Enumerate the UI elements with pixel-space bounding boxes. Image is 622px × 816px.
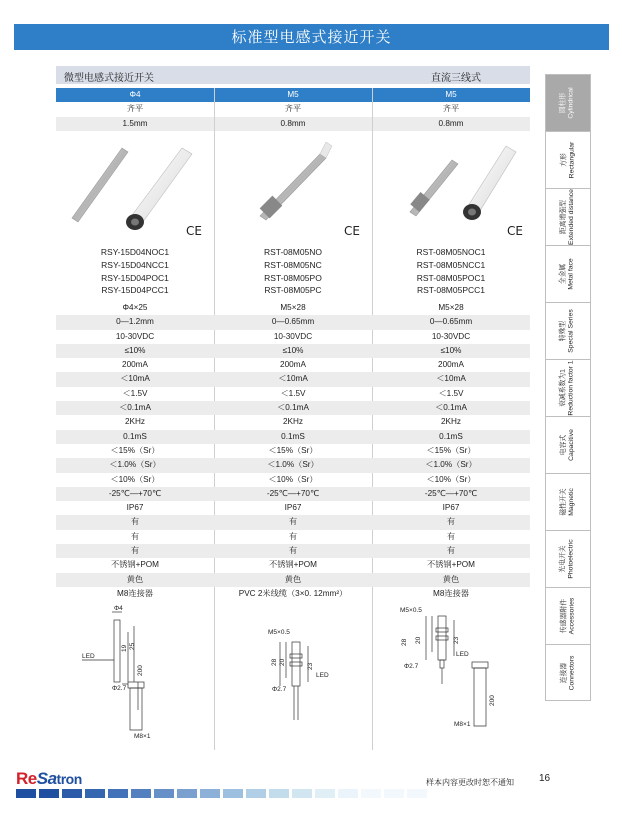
table-cell: 有: [446, 546, 456, 556]
table-cell: ＜0.1mA: [277, 403, 309, 413]
drawing-label: 20: [279, 658, 286, 666]
drawing-label: Φ4: [114, 605, 123, 612]
table-row: [56, 401, 530, 415]
page-number: 16: [539, 773, 551, 784]
tab-label-cn: 磁性开关: [560, 488, 567, 516]
table-row: [56, 415, 530, 429]
sub-header-right: 直流三线式: [431, 73, 481, 84]
dimension-drawing-rst-cable: [262, 602, 342, 722]
table-cell: -25℃—+70℃: [108, 488, 162, 498]
color-swatch: [16, 789, 36, 798]
dimension-drawing-rst-connector: [396, 602, 506, 742]
tab-label-cn: 全金属: [559, 263, 567, 285]
table-cell: 0.8mm: [280, 118, 306, 128]
table-row: [56, 558, 530, 572]
table-cell: ＜0.1mA: [119, 403, 151, 413]
drawing-label: 28: [271, 658, 278, 666]
drawing-label: 28: [401, 638, 408, 646]
color-swatch: [338, 789, 358, 798]
color-swatch: [200, 789, 220, 798]
table-cell: 黄色: [442, 574, 460, 584]
table-cell: ＜15%（Sr）: [110, 445, 160, 455]
table-cell: 200mA: [280, 360, 306, 370]
table-cell: ＜10%（Sr）: [268, 474, 318, 484]
product-photo-rsy: [62, 140, 202, 240]
color-swatch: [85, 789, 105, 798]
tab-label-en: Capacitive: [567, 429, 575, 461]
table-cell: Φ4×25: [122, 303, 148, 312]
table-cell: 齐平: [126, 104, 144, 114]
drawing-label: LED: [456, 651, 469, 658]
drawing-label: 200: [137, 665, 144, 676]
color-swatch: [39, 789, 59, 798]
table-cell: 10-30VDC: [273, 331, 313, 341]
tab-label-en: Reduction factor 1: [568, 360, 576, 416]
table-cell: PVC 2米线缆（3×0. 12mm²）: [238, 588, 348, 598]
tab-label-cn: 传感器附件: [559, 599, 567, 633]
table-cell: M5: [445, 90, 457, 99]
color-swatch: [154, 789, 174, 798]
table-cell: ＜10mA: [436, 374, 466, 384]
tab-rectangular[interactable]: [545, 131, 591, 189]
ce-mark: CE: [344, 224, 360, 238]
tab-label-cn: 衰减系数为1: [560, 369, 568, 407]
tab-reduction-factor-1[interactable]: [545, 359, 591, 417]
table-cell: 0—0.65mm: [271, 317, 315, 327]
table-cell: 不锈钢+POM: [269, 560, 317, 570]
table-cell: IP67: [126, 503, 144, 513]
model-name: RST-08M05PC: [264, 285, 322, 296]
resatron-logo: [16, 769, 82, 789]
tab-label-en: Special Series: [567, 309, 575, 353]
color-swatch: [62, 789, 82, 798]
tab-label-cn: 连接器: [559, 662, 567, 683]
model-name: RSY-15D04NCC1: [101, 259, 169, 270]
color-swatch: [315, 789, 335, 798]
table-row: [56, 330, 530, 344]
table-row: [56, 587, 530, 601]
table-cell: IP67: [284, 503, 302, 513]
drawing-label: 200: [489, 695, 496, 706]
drawing-label: 25: [129, 642, 136, 650]
table-cell: ＜1.5V: [438, 388, 464, 398]
logo-part: Sa: [36, 769, 57, 788]
tab-extended-distance[interactable]: [545, 188, 591, 246]
sub-header: [56, 66, 530, 84]
table-row: [56, 501, 530, 515]
column-divider: [372, 600, 373, 750]
model-name: RST-08M05POC1: [416, 272, 486, 283]
tab-cylindrical[interactable]: [545, 74, 591, 132]
drawing-label: Φ2.7: [272, 686, 287, 693]
table-cell: ＜1.0%（Sr）: [425, 460, 477, 470]
table-cell: M5×28: [280, 303, 306, 312]
model-list: [56, 246, 214, 297]
product-photo-rst-connector: [382, 140, 522, 240]
table-row: [56, 301, 530, 315]
table-cell: M8连接器: [117, 588, 153, 598]
table-cell: 1.5mm: [122, 118, 148, 128]
tab-metal-face[interactable]: [545, 245, 591, 303]
spec-table-top: [56, 88, 530, 131]
table-cell: M5×28: [438, 303, 464, 312]
table-cell: 有: [446, 531, 456, 541]
tab-magnetic[interactable]: [545, 473, 591, 531]
table-cell: 有: [288, 517, 298, 527]
tab-label-cn: 距离增强型: [560, 200, 567, 234]
table-cell: ＜1.0%（Sr）: [267, 460, 319, 470]
tab-label-en: Cylindrical: [567, 87, 575, 119]
table-row: [56, 88, 530, 102]
table-cell: 有: [130, 546, 140, 556]
table-cell: ≤10%: [440, 345, 462, 355]
tab-label-en: Connectors: [567, 655, 575, 690]
tab-capacitive[interactable]: [545, 416, 591, 474]
drawing-label: M8×1: [454, 721, 471, 728]
color-swatch: [292, 789, 312, 798]
tab-accessories[interactable]: [545, 587, 591, 645]
tab-label-en: Photoelectric: [567, 539, 575, 579]
drawing-label: LED: [82, 653, 95, 660]
model-name: RST-08M05PO: [264, 272, 322, 283]
color-swatch: [384, 789, 404, 798]
table-cell: ＜15%（Sr）: [268, 445, 318, 455]
sub-header-left: 微型电感式接近开关: [64, 73, 154, 84]
table-cell: ＜10mA: [278, 374, 308, 384]
drawing-label: M5×0.5: [268, 629, 290, 636]
drawing-label: 23: [307, 662, 314, 670]
table-cell: ＜10%（Sr）: [110, 474, 160, 484]
table-cell: M5: [287, 90, 299, 99]
table-cell: 不锈钢+POM: [427, 560, 475, 570]
table-cell: 2KHz: [282, 417, 304, 427]
drawing-label: 23: [453, 636, 460, 644]
table-cell: 2KHz: [124, 417, 146, 427]
spec-table: [56, 301, 530, 601]
table-cell: 0—1.2mm: [116, 317, 154, 327]
model-list: [214, 246, 372, 297]
table-row: [56, 487, 530, 501]
drawing-label: Φ2.7: [404, 663, 419, 670]
footer-note: 样本内容更改时恕不通知: [426, 778, 514, 787]
tab-label-en: Extended distance: [568, 189, 575, 245]
table-cell: 0.1mS: [281, 431, 305, 441]
model-name: RST-08M05NO: [263, 247, 323, 257]
tab-label-en: Metal face: [567, 258, 575, 290]
ce-mark: CE: [186, 224, 202, 238]
table-cell: 有: [446, 517, 456, 527]
color-swatch: [407, 789, 427, 798]
tab-label-cn: 圆柱形: [559, 92, 567, 114]
table-cell: ＜1.5V: [280, 388, 306, 398]
table-cell: 有: [130, 531, 140, 541]
tab-label-cn: 方形: [560, 153, 567, 167]
tab-connectors[interactable]: [545, 644, 591, 701]
table-cell: ≤10%: [124, 345, 146, 355]
table-cell: ＜10mA: [120, 374, 150, 384]
table-cell: 齐平: [284, 104, 302, 114]
page-title: 标准型电感式接近开关: [14, 24, 609, 50]
drawing-label: M8×1: [134, 733, 151, 740]
logo-part: tron: [56, 771, 82, 787]
table-row: [56, 387, 530, 401]
model-name: RST-08M05NC: [264, 259, 322, 270]
table-row: [56, 315, 530, 329]
model-name: RST-08M05NOC1: [416, 247, 486, 257]
logo-part: Re: [16, 769, 37, 788]
table-cell: M8连接器: [433, 588, 469, 598]
table-cell: 0—0.65mm: [429, 317, 473, 327]
table-row: [56, 473, 530, 487]
tab-label-cn: 光电开关: [559, 545, 567, 573]
table-cell: 黄色: [126, 574, 144, 584]
tab-label-cn: 电容式: [559, 434, 567, 456]
table-cell: 齐平: [442, 104, 460, 114]
table-cell: 不锈钢+POM: [111, 560, 159, 570]
color-swatch: [131, 789, 151, 798]
table-row: [56, 117, 530, 131]
table-cell: 黄色: [284, 574, 302, 584]
table-cell: 0.1mS: [123, 431, 147, 441]
tab-label-en: Rectangular: [568, 141, 575, 179]
drawing-label: 20: [415, 636, 422, 644]
drawing-label: 19: [121, 644, 128, 652]
product-photo-rst-cable: [222, 140, 362, 240]
table-row: [56, 573, 530, 587]
table-cell: 有: [288, 531, 298, 541]
table-cell: ＜10%（Sr）: [426, 474, 476, 484]
table-cell: IP67: [442, 503, 460, 513]
table-cell: ＜15%（Sr）: [426, 445, 476, 455]
drawing-label: Φ2.7: [112, 685, 127, 692]
table-cell: 200mA: [122, 360, 148, 370]
table-row: [56, 344, 530, 358]
drawing-label: M5×0.5: [400, 607, 422, 614]
table-cell: ＜1.0%（Sr）: [109, 460, 161, 470]
ce-mark: CE: [507, 224, 523, 238]
table-cell: ＜1.5V: [122, 388, 148, 398]
table-cell: 0.8mm: [438, 118, 464, 128]
color-swatch: [108, 789, 128, 798]
table-cell: -25℃—+70℃: [266, 488, 320, 498]
table-cell: 10-30VDC: [431, 331, 471, 341]
table-cell: 有: [130, 517, 140, 527]
model-list: [372, 246, 530, 297]
table-cell: 10-30VDC: [115, 331, 155, 341]
table-row: [56, 444, 530, 458]
table-cell: ＜0.1mA: [435, 403, 467, 413]
tab-special-series[interactable]: [545, 302, 591, 360]
table-row: [56, 430, 530, 444]
color-swatch: [361, 789, 381, 798]
column-divider: [214, 600, 215, 750]
table-cell: ≤10%: [282, 345, 304, 355]
table-row: [56, 530, 530, 544]
color-swatch: [223, 789, 243, 798]
color-swatch: [269, 789, 289, 798]
table-cell: 2KHz: [440, 417, 462, 427]
model-name: RST-08M05NCC1: [416, 259, 486, 270]
table-row: [56, 372, 530, 386]
table-row: [56, 458, 530, 472]
table-cell: Φ4: [129, 90, 141, 99]
table-cell: 0.1mS: [439, 431, 463, 441]
tab-label-en: Accessories: [567, 597, 575, 635]
dimension-drawing-rsy: [74, 602, 184, 742]
table-row: [56, 102, 530, 116]
table-cell: 有: [288, 546, 298, 556]
color-swatch: [246, 789, 266, 798]
tab-photoelectric[interactable]: [545, 530, 591, 588]
model-name: RST-08M05PCC1: [416, 285, 486, 296]
color-swatch: [177, 789, 197, 798]
table-cell: -25℃—+70℃: [424, 488, 478, 498]
table-row: [56, 358, 530, 372]
table-row: [56, 544, 530, 558]
model-name: RSY-15D04PCC1: [101, 285, 169, 296]
drawing-label: LED: [316, 672, 329, 679]
model-name: RSY-15D04POC1: [101, 272, 169, 283]
table-row: [56, 515, 530, 529]
tab-label-cn: 特殊型: [559, 320, 567, 342]
table-cell: 200mA: [438, 360, 464, 370]
tab-label-en: Magnetic: [568, 488, 575, 516]
model-name: RSY-15D04NOC1: [100, 247, 170, 257]
